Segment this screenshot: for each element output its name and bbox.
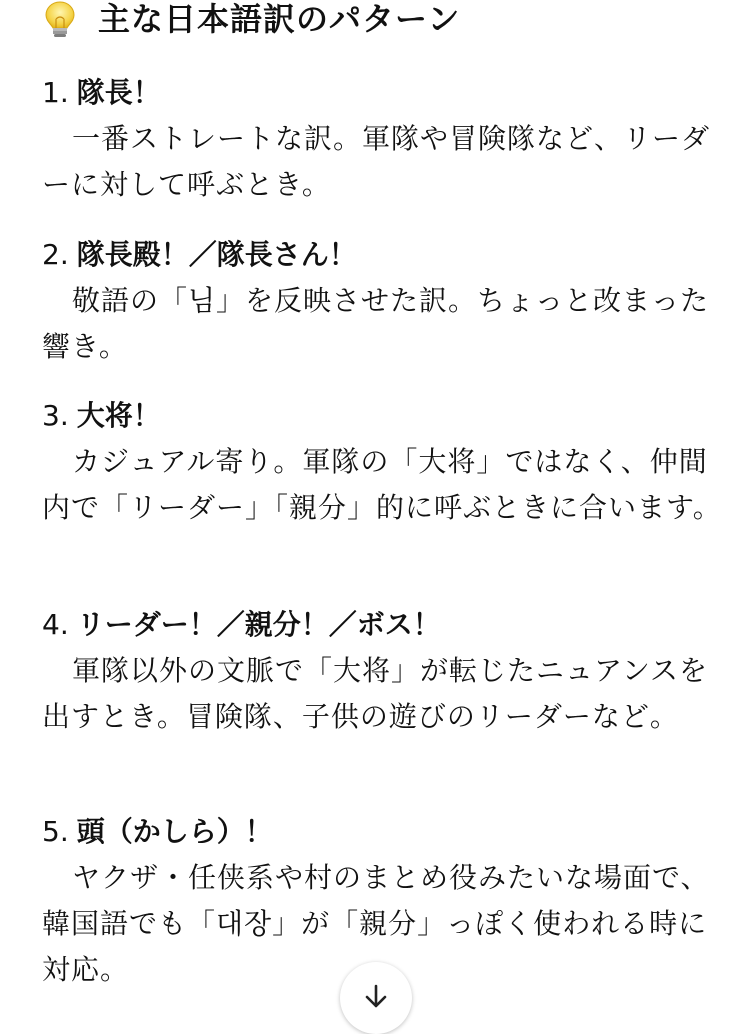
list-item bbox=[42, 393, 722, 531]
list-item-number: 5. bbox=[42, 815, 69, 848]
section-heading bbox=[40, 0, 722, 42]
list-item-label: リーダー！／親分！／ボス！ bbox=[76, 608, 441, 641]
list-item bbox=[42, 232, 722, 370]
list-item-body: 軍隊以外の文脈で「大将」が転じたニュアンスを出すとき。冒険隊、子供の遊びのリーダーなど。 bbox=[42, 654, 709, 733]
list-item-title bbox=[42, 232, 722, 278]
list-item bbox=[42, 70, 722, 208]
list-item-title bbox=[42, 393, 722, 439]
scroll-to-bottom-button[interactable] bbox=[340, 962, 412, 1034]
list-item-body: 敬語の「님」を反映させた訳。ちょっと改まった響き。 bbox=[42, 284, 710, 363]
lightbulb-icon bbox=[40, 0, 80, 39]
list-item-title bbox=[42, 809, 722, 855]
list-item-number: 1. bbox=[42, 76, 69, 109]
list-item-title bbox=[42, 602, 722, 648]
heading-title: 主な日本語訳のパターン bbox=[98, 0, 461, 38]
list-item-number: 4. bbox=[42, 608, 69, 641]
list-item-label: 大将！ bbox=[76, 399, 161, 432]
list-item-title bbox=[42, 70, 722, 116]
list-item-label: 隊長！ bbox=[76, 76, 161, 109]
list-item-number: 3. bbox=[42, 399, 69, 432]
list-item-label: 頭（かしら）！ bbox=[76, 815, 273, 848]
list-item-body: ヤクザ・任侠系や村のまとめ役みたいな場面で、韓国語でも「대장」が「親分」っぽく使われる時に対応。 bbox=[42, 861, 710, 986]
list-item-label: 隊長殿！／隊長さん！ bbox=[76, 238, 357, 271]
list-item-body: 一番ストレートな訳。軍隊や冒険隊など、リーダーに対して呼ぶとき。 bbox=[42, 122, 711, 201]
list-item bbox=[42, 602, 722, 740]
arrow-down-icon bbox=[362, 984, 390, 1008]
list-item-number: 2. bbox=[42, 238, 69, 271]
chat-message-content bbox=[42, 0, 722, 986]
list-item-body: カジュアル寄り。軍隊の「大将」ではなく、仲間内で「リーダー」「親分」的に呼ぶときに合います。 bbox=[42, 445, 722, 524]
